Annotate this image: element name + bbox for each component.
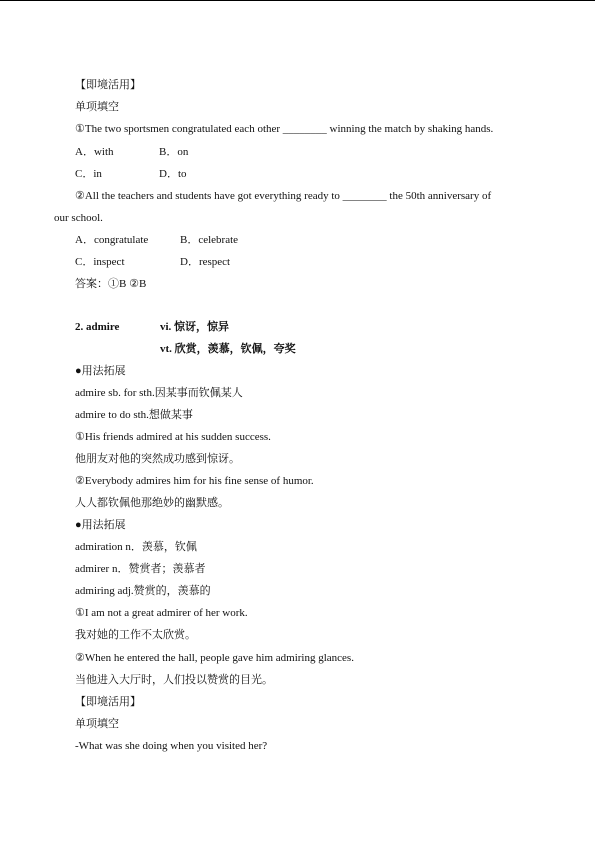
example-sentence: ①I am not a great admirer of her work.: [75, 607, 248, 619]
question-2-option-a: A．congratulate: [75, 234, 149, 246]
question-1-option-a: A．with: [75, 146, 114, 158]
usage-line: admirer n．赞赏者；羡慕者: [75, 563, 206, 575]
top-rule: [0, 0, 595, 1]
question-2-stem-continued: our school.: [54, 212, 103, 224]
answer-key: 答案：①B ②B: [75, 278, 147, 290]
entry-definition-vt: vt. 欣赏，羡慕，钦佩，夸奖: [160, 343, 296, 355]
question-2-stem: ②All the teachers and students have got everything ready to ________ the 50th anniversary of: [75, 190, 492, 202]
example-translation: 他朋友对他的突然成功感到惊讶。: [75, 453, 240, 465]
section-subheading: 单项填空: [75, 718, 119, 730]
section-heading: 【即境活用】: [75, 79, 141, 91]
question-1-option-c: C．in: [75, 168, 102, 180]
question-1-option-d: D．to: [159, 168, 187, 180]
question-1-stem: ①The two sportsmen congratulated each other ________ winning the match by shaking hands.: [75, 123, 494, 135]
question-stem: -What was she doing when you visited her?: [75, 740, 268, 752]
usage-line: admire to do sth.想做某事: [75, 409, 193, 421]
question-2-option-c: C．inspect: [75, 256, 125, 268]
usage-line: admiring adj.赞赏的，羡慕的: [75, 585, 211, 597]
question-2-option-b: B．celebrate: [180, 234, 239, 246]
section-heading: 【即境活用】: [75, 696, 141, 708]
usage-line: admire sb. for sth.因某事而钦佩某人: [75, 387, 243, 399]
example-sentence: ②When he entered the hall, people gave him admiring glances.: [75, 652, 354, 664]
example-translation: 当他进入大厅时，人们投以赞赏的目光。: [75, 674, 273, 686]
example-translation: 我对她的工作不太欣赏。: [75, 629, 196, 641]
example-sentence: ②Everybody admires him for his fine sense of humor.: [75, 475, 314, 487]
question-2-option-d: D．respect: [180, 256, 231, 268]
entry-definition-vi: vi. 惊讶，惊异: [160, 321, 230, 333]
usage-line: admiration n．羡慕，钦佩: [75, 541, 197, 553]
example-sentence: ①His friends admired at his sudden success.: [75, 431, 271, 443]
usage-heading: ●用法拓展: [75, 519, 126, 531]
section-subheading: 单项填空: [75, 101, 119, 113]
usage-heading: ●用法拓展: [75, 365, 126, 377]
question-1-option-b: B．on: [159, 146, 189, 158]
example-translation: 人人都钦佩他那绝妙的幽默感。: [75, 497, 229, 509]
entry-word: 2. admire: [75, 321, 120, 333]
